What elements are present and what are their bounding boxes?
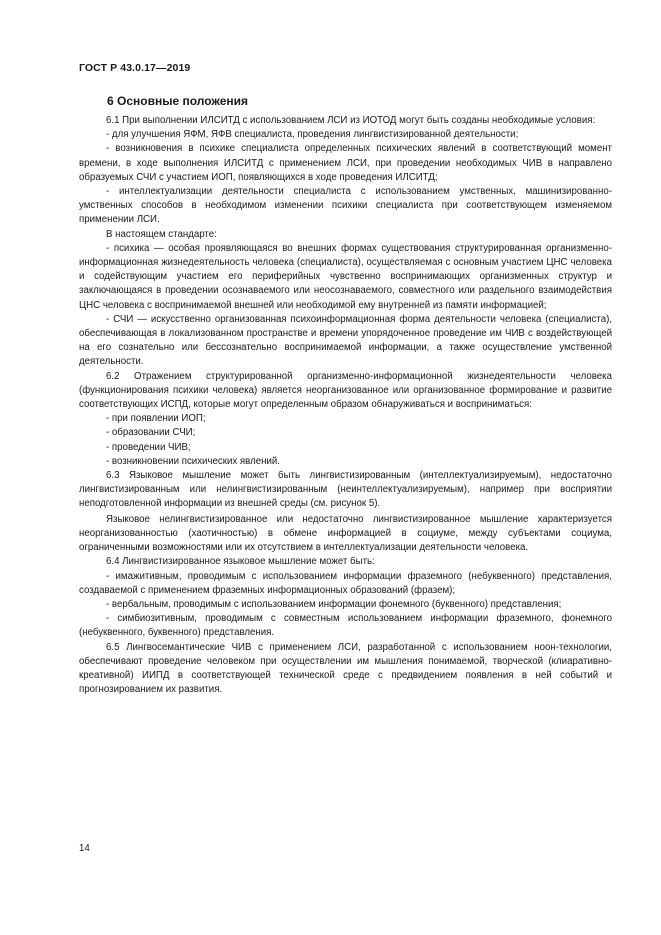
list-item: - при появлении ИОП; bbox=[106, 413, 206, 425]
paragraph: 6.3 Языковое мышление может быть лингвистизированным (интеллектуализируемым), недостаточно лингвистизированным или нелингвистизированным (неинтеллектуализируемым), например при восприятии неподготовленной информации из внешней среды (см. рисунок 5). bbox=[79, 470, 612, 510]
list-item: - проведении ЧИВ; bbox=[106, 441, 191, 453]
list-item: - имажитивным, проводимым с использованием информации фраземного (небуквенного) представления, создаваемой с применением фраземных информационных образований (фразем); bbox=[79, 570, 612, 596]
list-item: - симбиозитивным, проводимым с совместным использованием информации фраземного, фонемного (небуквенного, буквенного) представления. bbox=[79, 613, 612, 639]
body-text bbox=[79, 114, 612, 697]
paragraph: 6.1 При выполнении ИЛСИТД с использованием ЛСИ из ИОТОД могут быть созданы необходимые условия: bbox=[106, 115, 596, 126]
page-number: 14 bbox=[79, 843, 90, 854]
list-item: - возникновения в психике специалиста определенных психических явлений в соответствующий момент времени, в ходе выполнения ИЛСИТД с применением ЛСИ, при проведении необходимых ЧИВ в направлено образуемых СЧИ с участием ИОП, появляющихся в ходе проведения ИЛСИТД; bbox=[79, 143, 612, 183]
paragraph: Языковое нелингвистизированное или недостаточно лингвистизированное мышление характеризуется неорганизованностью (хаотичностью) в обмене информацией в социуме, между субъектами социума, ограниченными возможностями или их отсутствием в интеллектуализации деятельности человека. bbox=[79, 513, 612, 554]
paragraph: 6.5 Лингвосемантические ЧИВ с применением ЛСИ, разработанной с использованием ноон-технологии, обеспечивают проведение человеком при осуществлении им мышления понимаемой, творческой (клиаративно-креативной) ИИПД в соответствующей технической среде с предвидением появления в ней событий и прогнозированием их развития. bbox=[79, 641, 612, 696]
definition-item: - психика — особая проявляющаяся во внешних формах существования структурированная организменно-информационная жизнедеятельность человека (специалиста), осуществляемая с основным участием ЦНС человека и содействующим участием его периферийных чувственно воспринимающих организменных структур и заключающаяся в проведении осознаваемого или неосознаваемого, совместного или раздельного взаимодействия ЦНС человека с воспринимаемой внешней или необходимой ему внутренней из памяти информацией; bbox=[79, 242, 612, 311]
paragraph: В настоящем стандарте: bbox=[106, 228, 217, 240]
definition-item: - СЧИ — искусственно организованная психоинформационная форма деятельности человека (специалиста), обеспечивающая в локализованном пространстве и времени упорядоченное проведение им ЧИВ с воздействующей на его сознательно или бессознательно воспринимаемой информации, а также осуществление умственной деятельности. bbox=[79, 313, 612, 368]
list-item: - интеллектуализации деятельности специалиста с использованием умственных, машинизированно-умственных способов в необходимом изменении психики специалиста при соответствующем изменяемом применении ЛСИ. bbox=[79, 186, 612, 226]
list-item: - образовании СЧИ; bbox=[106, 427, 196, 439]
document-id-header: ГОСТ Р 43.0.17—2019 bbox=[79, 62, 191, 74]
section-title: 6 Основные положения bbox=[107, 94, 249, 108]
list-item: - вербальным, проводимым с использованием информации фонемного (буквенного) представления; bbox=[106, 598, 562, 610]
list-item: - возникновении психических явлений. bbox=[106, 455, 280, 467]
paragraph: 6.4 Лингвистизированное языковое мышление может быть: bbox=[106, 556, 375, 568]
paragraph: 6.2 Отражением структурированной организменно-информационной жизнедеятельности человека (функционирования психики человека) является неорганизованное или организованное формирование и развитие соответствующих ИСПД, которые могут определенным образом обнаруживаться и восприниматься: bbox=[79, 370, 612, 411]
list-item: - для улучшения ЯФМ, ЯФВ специалиста, проведения лингвистизированной деятельности; bbox=[106, 129, 519, 141]
